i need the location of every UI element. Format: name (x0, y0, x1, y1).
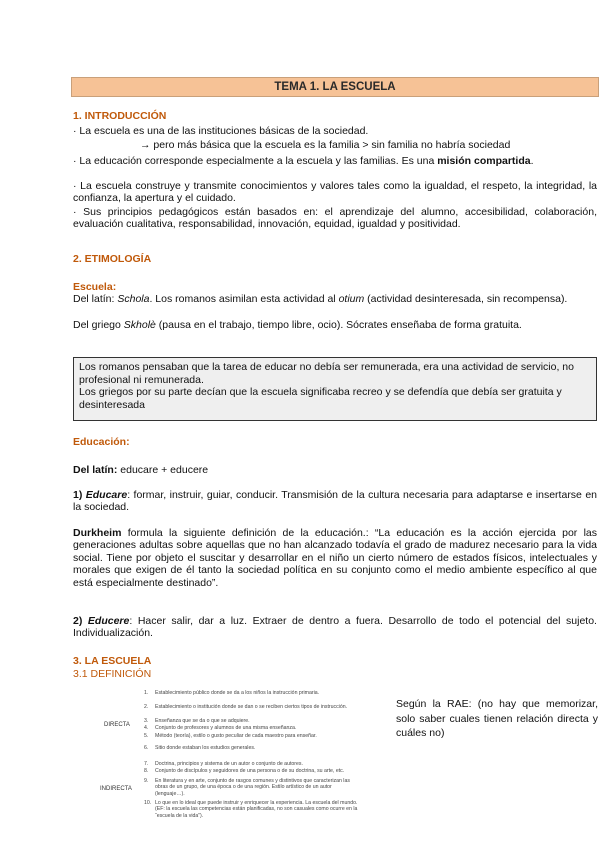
section-heading-etimologia: 2. ETIMOLOGÍA (73, 253, 152, 265)
intro-line-3-end: . (530, 155, 534, 167)
definition-number: 4. (144, 725, 149, 731)
definition-item: En literatura y en arte, conjunto de rasgos comunes y distintivos que caracterizan las obras de un grupo, de una época o de una región. Estilo artístico de un autor (lenguaje…). (155, 778, 350, 797)
latin-prefix: Del latín: (73, 293, 118, 305)
skhole-word: Skholè (123, 319, 156, 331)
latin-middle: . Los romanos asimilan esta actividad al (149, 293, 339, 305)
durkheim-text: formula la siguiente definición de la educación.: “La educación es la acción ejercida por las generaciones adultas sobre aquellas que no han alcanzado todavía el grado de madurez necesario para la vida social. Tiene por objeto el suscitar y desarrollar en el niño un cierto número de estados físicos, intelectuales y morales que exigen de él tanto la sociedad política en su conjunto como el medio ambiente específico al que está especialmente destinado”. (73, 527, 597, 589)
del-latin-line (73, 464, 597, 476)
definition-item: Método (teoría), estilo o gusto peculiar de cada maestro para enseñar. (155, 733, 317, 739)
intro-line-2: → pero más básica que la escuela es la familia > sin familia no habría sociedad (140, 139, 511, 151)
definition-number: 5. (144, 733, 149, 739)
educare-number: 1) (73, 489, 86, 501)
definition-number: 8. (144, 768, 149, 774)
definition-number: 7. (144, 761, 149, 767)
mision-compartida-bold: misión compartida (437, 155, 531, 167)
definition-number: 10. (144, 800, 152, 806)
educacion-label: Educación: (73, 436, 130, 448)
intro-line-3-text: · La educación corresponde especialmente a la escuela y las familias. Es una (73, 155, 438, 167)
griego-skhole-paragraph (73, 319, 597, 331)
definition-item: Enseñanza que se da o que se adquiere. (155, 718, 250, 724)
definition-number: 3. (144, 718, 149, 724)
durkheim-paragraph (73, 527, 597, 589)
educare-text: : formar, instruir, guiar, conducir. Transmisión de la cultura necesaria para adaptarse e insertarse en la sociedad. (73, 489, 597, 514)
latin-schola-paragraph (73, 293, 597, 305)
definition-item: Establecimiento o institución donde se dan o se reciben ciertos tipos de instrucción. (155, 704, 348, 710)
section-heading-introduccion: 1. INTRODUCCIÓN (73, 110, 167, 122)
rae-note: Según la RAE: (no hay que memorizar, solo saber cuales tienen relación directa y cuáles no) (396, 698, 598, 739)
definition-item: Lo que en lo ideal que puede instruir y enriquecer la experiencia. La escuela del mundo. (EF: la escuela las competencias están planificadas, no son casuales como ocurre en la “escuela de la vida”). (155, 800, 358, 819)
page-title: TEMA 1. LA ESCUELA (71, 77, 599, 97)
educare-paragraph (73, 489, 597, 514)
note-box (73, 357, 597, 421)
intro-line-5: · Sus principios pedagógicos están basados en: el aprendizaje del alumno, accesibilidad, colaboración, evaluación cualitativa, responsabilidad, innovación, equidad, igualdad y positividad. (73, 206, 597, 231)
section-heading-la-escuela: 3. LA ESCUELA (73, 655, 152, 667)
del-latin-bold: Del latín: (73, 464, 118, 476)
intro-line-3 (73, 155, 597, 167)
educere-number: 2) (73, 615, 88, 627)
educere-text: : Hacer salir, dar a luz. Extraer de dentro a fuera. Desarrollo de todo el potencial del sujeto. Individualización. (73, 615, 597, 640)
intro-line-1: · La escuela es una de las instituciones básicas de la sociedad. (73, 125, 369, 137)
subsection-definicion: 3.1 DEFINICIÓN (73, 668, 152, 680)
educere-paragraph (73, 615, 597, 640)
directa-label: DIRECTA (104, 722, 130, 728)
definition-item: Doctrina, principios y sistema de un autor o conjunto de autores. (155, 761, 303, 767)
educere-word: Educere (87, 615, 130, 627)
griego-prefix: Del griego (73, 319, 124, 331)
del-latin-text: educare + educere (117, 464, 209, 476)
intro-line-4: · La escuela construye y transmite conocimientos y valores tales como la igualdad, el respeto, la integridad, la confianza, la apertura y el cuidado. (73, 180, 597, 205)
definition-number: 2. (144, 704, 149, 710)
note-box-text: Los romanos pensaban que la tarea de educar no debía ser remunerada, era una actividad de servicio, no profesional ni remunerada. Los griegos por su parte decían que la escuela significaba recreo y se defendía que debía ser gratuita y desinteresada (79, 361, 574, 411)
latin-end: (actividad desinteresada, sin recompensa). (364, 293, 568, 305)
definition-item: Conjunto de discípulos y seguidores de una persona o de su doctrina, su arte, etc. (155, 768, 345, 774)
otium-word: otium (338, 293, 365, 305)
definition-item: Conjunto de profesores y alumnos de una misma enseñanza. (155, 725, 297, 731)
definition-item: Sitio donde estaban los estudios generales. (155, 745, 256, 751)
definition-number: 6. (144, 745, 149, 751)
escuela-label: Escuela: (73, 281, 117, 293)
definition-item: Establecimiento público donde se da a los niños la instrucción primaria. (155, 690, 320, 696)
griego-end: (pausa en el trabajo, tiempo libre, ocio). Sócrates enseñaba de forma gratuita. (155, 319, 522, 331)
rae-definitions-figure (100, 688, 360, 838)
indirecta-label: INDIRECTA (100, 786, 132, 792)
educare-word: Educare (85, 489, 128, 501)
definition-number: 1. (144, 690, 149, 696)
durkheim-name: Durkheim (73, 527, 122, 539)
schola-word: Schola (117, 293, 150, 305)
definition-number: 9. (144, 778, 149, 784)
